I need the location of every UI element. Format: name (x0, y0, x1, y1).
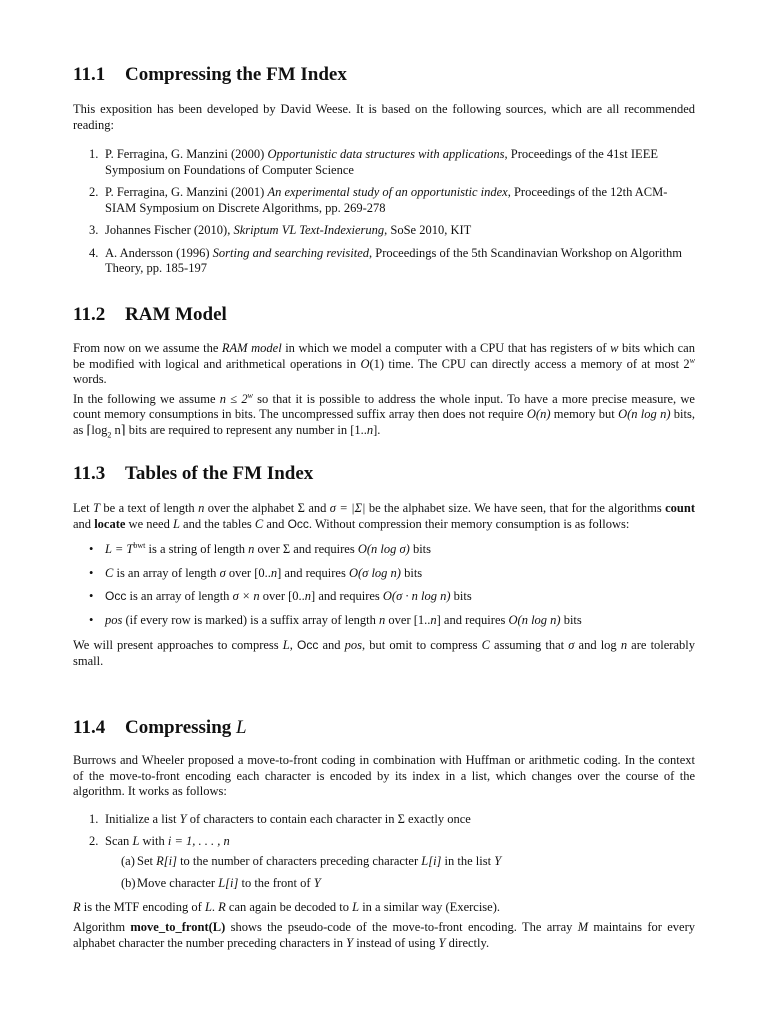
section-heading-11-2: 11.2 RAM Model (73, 304, 227, 325)
step-item: 2. Scan L with i = 1, . . . , n (a) Set R[i] to the number of characters preceding character L[i] in the list Y (b) Move character L[i] to the front of Y (73, 834, 695, 892)
ram-model-text (73, 341, 695, 438)
reference-item: 4. A. Andersson (1996) Sorting and searching revisited, Proceedings of the 5th Scandinavian Workshop on Algorithm Theory, pp. 185-197 (89, 245, 682, 275)
substep-list (105, 854, 695, 892)
bullet-item: • pos (if every row is marked) is a suffix array of length n over [1..n] and requires O(n log n) bits (73, 613, 695, 629)
mtf-steps-list (73, 812, 695, 892)
mtf-paragraph-2: R is the MTF encoding of L. R can again be decoded to L in a similar way (Exercise). (73, 899, 500, 914)
reference-item: 2. P. Ferragina, G. Manzini (2001) An experimental study of an opportunistic index, Proceedings of the 12th ACM-SIAM Symposium on Discrete Algorithms, pp. 269-278 (89, 185, 668, 215)
substep-item: (a) Set R[i] to the number of characters preceding character L[i] in the list Y (121, 853, 502, 868)
reference-list (73, 147, 695, 284)
mtf-intro-paragraph: Burrows and Wheeler proposed a move-to-front coding in combination with Huffman or arithmetic coding. In the context of the move-to-front encoding each character is encoded by its index in a list, which changes over the course of the algorithm. It works as follows: (73, 753, 695, 798)
step-item: 1. Initialize a list Y of characters to contain each character in Σ exactly once (89, 811, 471, 826)
mtf-paragraph-3: Algorithm move_to_front(L) shows the pseudo-code of the move-to-front encoding. The array M maintains for every alphabet character the number preceding characters in Y instead of using Y directly. (73, 920, 695, 950)
fm-paragraph-2: We will present approaches to compress L, Occ and pos, but omit to compress C assuming that σ and log n are tolerably small. (73, 638, 695, 668)
ram-paragraph-2: In the following we assume $n \le 2^w$ so that it is possible to address the whole input. To have a more precise measure, we count memory consumptions in bits. The uncompressed suffix array then does not require O(n) memory but O(n log n) bits, as $⌈\log_2$ n⌉ bits are required to represent any number in [1..n]. (73, 390, 695, 439)
fm-paragraph-1: Let T be a text of length n over the alphabet Σ and σ = |Σ| be the alphabet size. We have seen, that for the algorithms count and locate we need L and the tables C and Occ. Without compression their memory consumption is as follows: (73, 501, 695, 531)
intro-paragraph: This exposition has been developed by David Weese. It is based on the following sources, which are all recommended reading: (73, 102, 695, 132)
bullet-item: • Occ is an array of length σ × n over [0..n] and requires O(σ · n log n) bits (73, 589, 695, 605)
ram-paragraph-1: From now on we assume the RAM model in which we model a computer with a CPU that has registers of w bits which can be modified with logical and arithmetical operations in O(1) time. The CPU can directly access a memory of at most 2$^w$ words. (73, 341, 695, 386)
reference-item: 1. P. Ferragina, G. Manzini (2000) Opportunistic data structures with applications, Proceedings of the 41st IEEE Symposium on Foundations of Computer Science (89, 147, 658, 177)
fm-tables-text (73, 501, 695, 669)
bullet-item: • $L = T^{bwt}$ is a string of length n over Σ and requires O(n log σ) bits (73, 542, 695, 558)
bullet-item: • C is an array of length σ over [0..n] and requires O(σ log n) bits (73, 566, 695, 582)
substep-item: (b) Move character L[i] to the front of Y (121, 876, 321, 890)
section-heading-11-4: 11.4 Compressing L (73, 717, 247, 738)
reference-item: 3. Johannes Fischer (2010), Skriptum VL Text-Indexierung, SoSe 2010, KIT (89, 223, 472, 237)
section-heading-11-1: 11.1 Compressing the FM Index (73, 64, 347, 85)
memory-bullet-list (73, 542, 695, 628)
compress-l-text (73, 753, 695, 951)
section-heading-11-3: 11.3 Tables of the FM Index (73, 463, 314, 484)
